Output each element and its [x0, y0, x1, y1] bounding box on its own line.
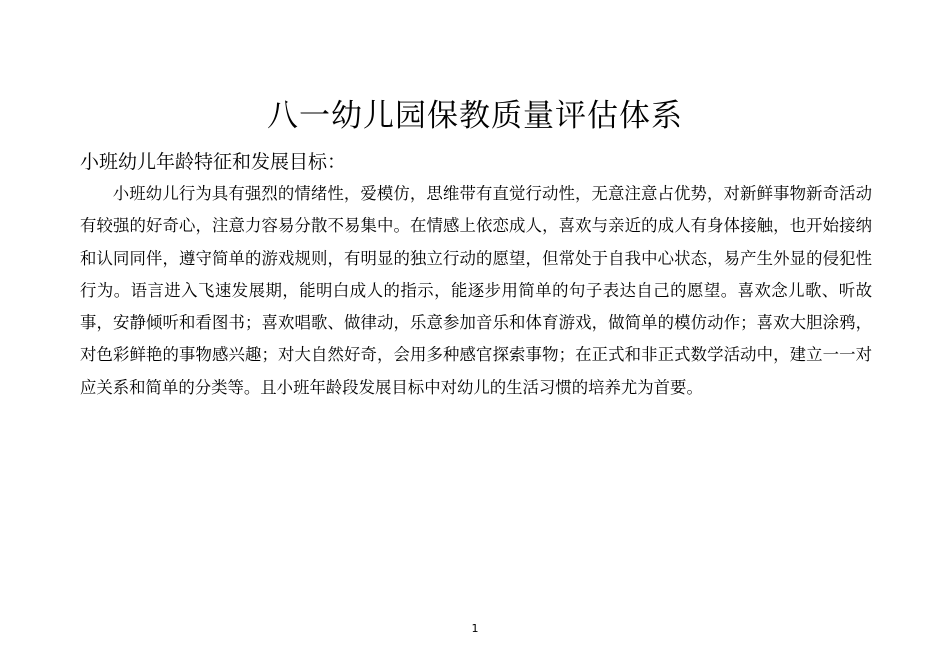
body-paragraph: 小班幼儿行为具有强烈的情绪性，爱模仿，思维带有直觉行动性，无意注意占优势，对新鲜事物新奇活动有较强的好奇心，注意力容易分散不易集中。在情感上依恋成人，喜欢与亲近的成人有身体接触，也开始接纳和认同同伴，遵守简单的游戏规则，有明显的独立行动的愿望，但常处于自我中心状态，易产生外显的侵犯性行为。语言进入飞速发展期，能明白成人的指示，能逐步用简单的句子表达自己的愿望。喜欢念儿歌、听故事，安静倾听和看图书；喜欢唱歌、做律动，乐意参加音乐和体育游戏，做简单的模仿动作；喜欢大胆涂鸦，对色彩鲜艳的事物感兴趣；对大自然好奇，会用多种感官探索事物；在正式和非正式数学活动中，建立一一对应关系和简单的分类等。且小班年龄段发展目标中对幼儿的生活习惯的培养尤为首要。: [80, 184, 872, 397]
document-title: 八一幼儿园保教质量评估体系: [267, 98, 683, 134]
section-heading: 小班幼儿年龄特征和发展目标：: [80, 151, 347, 173]
page-number: 1: [471, 622, 479, 635]
